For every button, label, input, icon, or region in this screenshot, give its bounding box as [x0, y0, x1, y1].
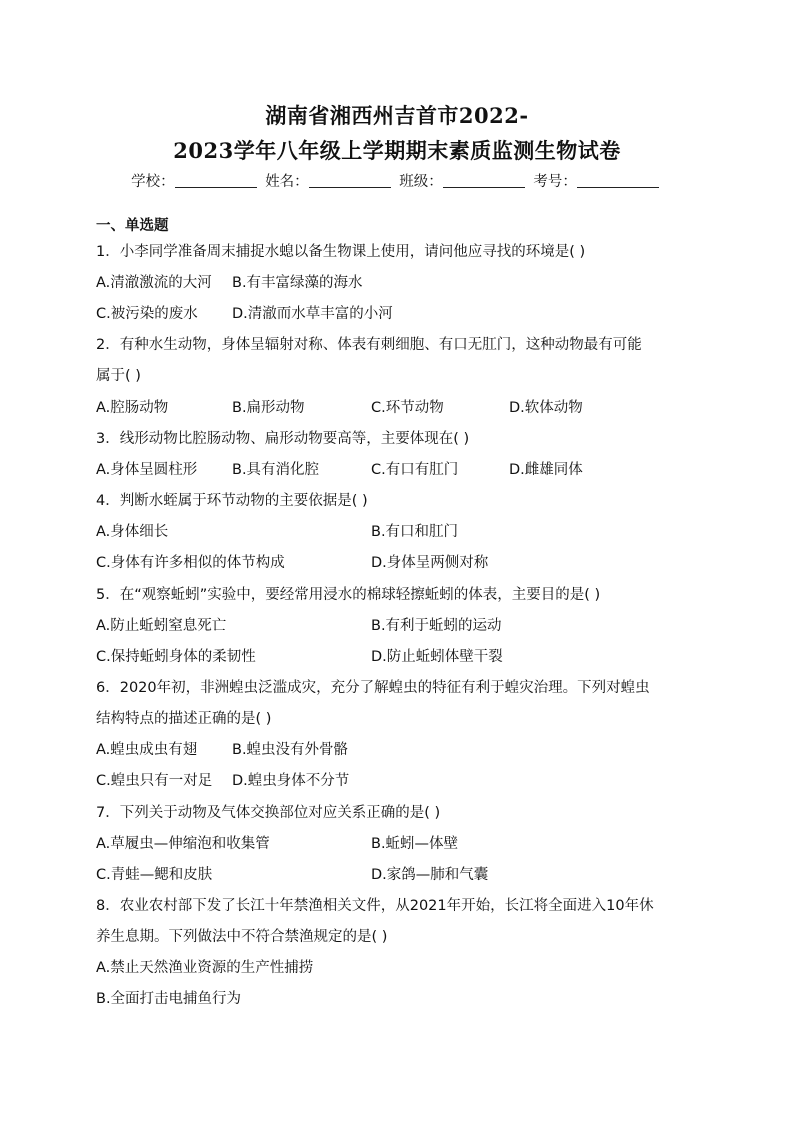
- school-blank[interactable]: [175, 173, 257, 188]
- question-8-stem: 8．农业农村部下发了长江十年禁渔相关文件，从2021年开始，长江将全面进入10年休: [96, 898, 654, 914]
- question-7-option-b[interactable]: B.蚯蚓—体壁: [371, 836, 459, 852]
- question-8-stem-cont: 养生息期。下列做法中不符合禁渔规定的是( ): [96, 929, 388, 945]
- exam-number-label: 考号：: [533, 174, 577, 190]
- question-1-option-b[interactable]: B.有丰富绿藻的海水: [232, 275, 363, 291]
- question-4-option-b[interactable]: B.有口和肛门: [371, 524, 459, 540]
- name-blank[interactable]: [309, 173, 391, 188]
- question-4-option-d[interactable]: D.身体呈两侧对称: [371, 555, 489, 571]
- student-info-row: [0, 170, 794, 191]
- question-1-option-d[interactable]: D.清澈而水草丰富的小河: [232, 306, 393, 322]
- question-1-stem: 1．小李同学准备周末捕捉水螅以备生物课上使用，请问他应寻找的环境是( ): [96, 244, 586, 260]
- question-5-option-d[interactable]: D.防止蚯蚓体壁干裂: [371, 649, 503, 665]
- question-3-stem: 3．线形动物比腔肠动物、扁形动物要高等，主要体现在( ): [96, 431, 470, 447]
- question-2-option-b[interactable]: B.扁形动物: [232, 400, 305, 416]
- question-3-option-b[interactable]: B.具有消化腔: [232, 462, 320, 478]
- question-2-option-c[interactable]: C.环节动物: [371, 400, 444, 416]
- section-title: 一、单选题: [96, 218, 169, 234]
- question-7-option-c[interactable]: C.青蛙—鳃和皮肤: [96, 867, 213, 883]
- question-1-option-a[interactable]: A.清澈激流的大河: [96, 275, 212, 291]
- question-3-option-a[interactable]: A.身体呈圆柱形: [96, 462, 198, 478]
- question-2-stem-cont: 属于( ): [96, 368, 141, 384]
- class-blank[interactable]: [443, 173, 525, 188]
- exam-title-line-1: 湖南省湘西州吉首市2022-: [265, 103, 529, 128]
- question-8-option-b[interactable]: B.全面打击电捕鱼行为: [96, 991, 242, 1007]
- question-7-option-d[interactable]: D.家鸽—肺和气囊: [371, 867, 489, 883]
- question-6-stem: 6．2020年初，非洲蝗虫泛滥成灾，充分了解蝗虫的特征有利于蝗灾治理。下列对蝗虫: [96, 680, 650, 696]
- exam-number-blank[interactable]: [577, 173, 659, 188]
- question-5-option-a[interactable]: A.防止蚯蚓窒息死亡: [96, 618, 227, 634]
- question-5-stem: 5．在“观察蚯蚓”实验中，要经常用浸水的棉球轻擦蚯蚓的体表，主要目的是( ): [96, 587, 601, 603]
- question-2-option-d[interactable]: D.软体动物: [509, 400, 583, 416]
- question-6-option-b[interactable]: B.蝗虫没有外骨骼: [232, 742, 349, 758]
- question-6-stem-cont: 结构特点的描述正确的是( ): [96, 711, 272, 727]
- name-label: 姓名：: [265, 174, 309, 190]
- question-5-option-c[interactable]: C.保持蚯蚓身体的柔韧性: [96, 649, 256, 665]
- question-3-option-c[interactable]: C.有口有肛门: [371, 462, 459, 478]
- question-3-option-d[interactable]: D.雌雄同体: [509, 462, 583, 478]
- class-label: 班级：: [399, 174, 443, 190]
- question-4-option-a[interactable]: A.身体细长: [96, 524, 169, 540]
- question-2-stem: 2．有种水生动物，身体呈辐射对称、体表有刺细胞、有口无肛门，这种动物最有可能: [96, 337, 642, 353]
- question-1-option-c[interactable]: C.被污染的废水: [96, 306, 198, 322]
- question-7-option-a[interactable]: A.草履虫—伸缩泡和收集管: [96, 836, 270, 852]
- question-6-option-d[interactable]: D.蝗虫身体不分节: [232, 773, 350, 789]
- question-8-option-a[interactable]: A.禁止天然渔业资源的生产性捕捞: [96, 960, 314, 976]
- question-6-option-c[interactable]: C.蝗虫只有一对足: [96, 773, 213, 789]
- question-5-option-b[interactable]: B.有利于蚯蚓的运动: [371, 618, 502, 634]
- exam-title-line-2: 2023学年八年级上学期期末素质监测生物试卷: [173, 138, 621, 163]
- question-7-stem: 7．下列关于动物及气体交换部位对应关系正确的是( ): [96, 805, 441, 821]
- question-4-option-c[interactable]: C.身体有许多相似的体节构成: [96, 555, 285, 571]
- question-6-option-a[interactable]: A.蝗虫成虫有翅: [96, 742, 198, 758]
- question-2-option-a[interactable]: A.腔肠动物: [96, 400, 169, 416]
- question-4-stem: 4．判断水蛭属于环节动物的主要依据是( ): [96, 493, 368, 509]
- school-label: 学校：: [131, 174, 175, 190]
